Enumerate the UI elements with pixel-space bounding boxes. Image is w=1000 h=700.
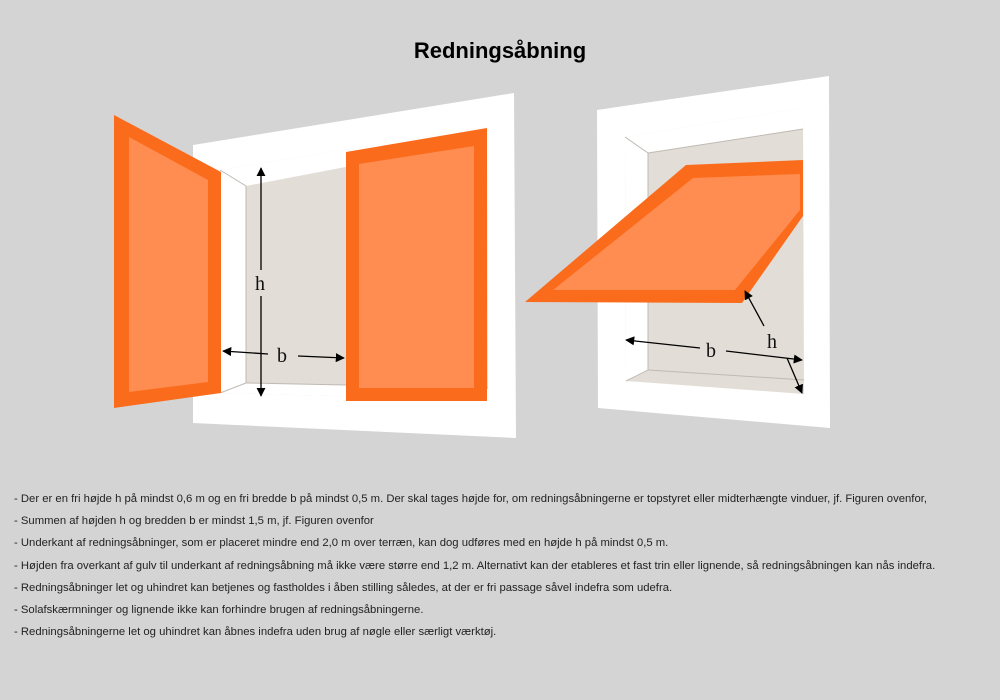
left-height-label: h bbox=[255, 273, 265, 295]
right-width-label: b bbox=[706, 340, 716, 362]
top-hung-window-figure bbox=[525, 76, 830, 428]
requirement-item: - Redningsåbninger let og uhindret kan betjenes og fastholdes i åben stilling således, at der er fri passage såvel indefra som udefra. bbox=[14, 581, 673, 594]
page-title: Redningsåbning bbox=[413, 38, 587, 63]
casement-window-figure bbox=[114, 93, 516, 438]
right-height-label: h bbox=[767, 331, 777, 353]
requirement-item: - Summen af højden h og bredden b er mindst 1,5 m, jf. Figuren ovenfor bbox=[14, 515, 374, 528]
requirement-item: - Redningsåbningerne let og uhindret kan åbnes indefra uden brug af nøgle eller særligt værktøj. bbox=[14, 626, 497, 639]
requirement-item: - Højden fra overkant af gulv til underkant af redningsåbning må ikke være større end 1,2 m. Alternativt kan der etableres et fast trin eller lignende, så redningsåbningen kan nås indefra. bbox=[14, 559, 936, 572]
requirement-item: - Solafskærmninger og lignende ikke kan forhindre brugen af redningsåbningerne. bbox=[14, 603, 424, 616]
left-open-sash-glass bbox=[129, 137, 208, 392]
requirement-item: - Underkant af redningsåbninger, som er placeret mindre end 2,0 m over terræn, kan dog udføres med en højde h på mindst 0,5 m. bbox=[14, 537, 669, 550]
requirements-list bbox=[14, 488, 999, 643]
right-closed-sash-glass bbox=[359, 146, 474, 388]
left-width-label: b bbox=[277, 345, 287, 367]
requirement-item: - Der er en fri højde h på mindst 0,6 m og en fri bredde b på mindst 0,5 m. Der skal tages højde for, om redningsåbningerne er topstyret eller midterhængte vinduer, jf. Figuren ovenfor, bbox=[14, 493, 928, 505]
left-reveal-left-face bbox=[220, 170, 246, 393]
